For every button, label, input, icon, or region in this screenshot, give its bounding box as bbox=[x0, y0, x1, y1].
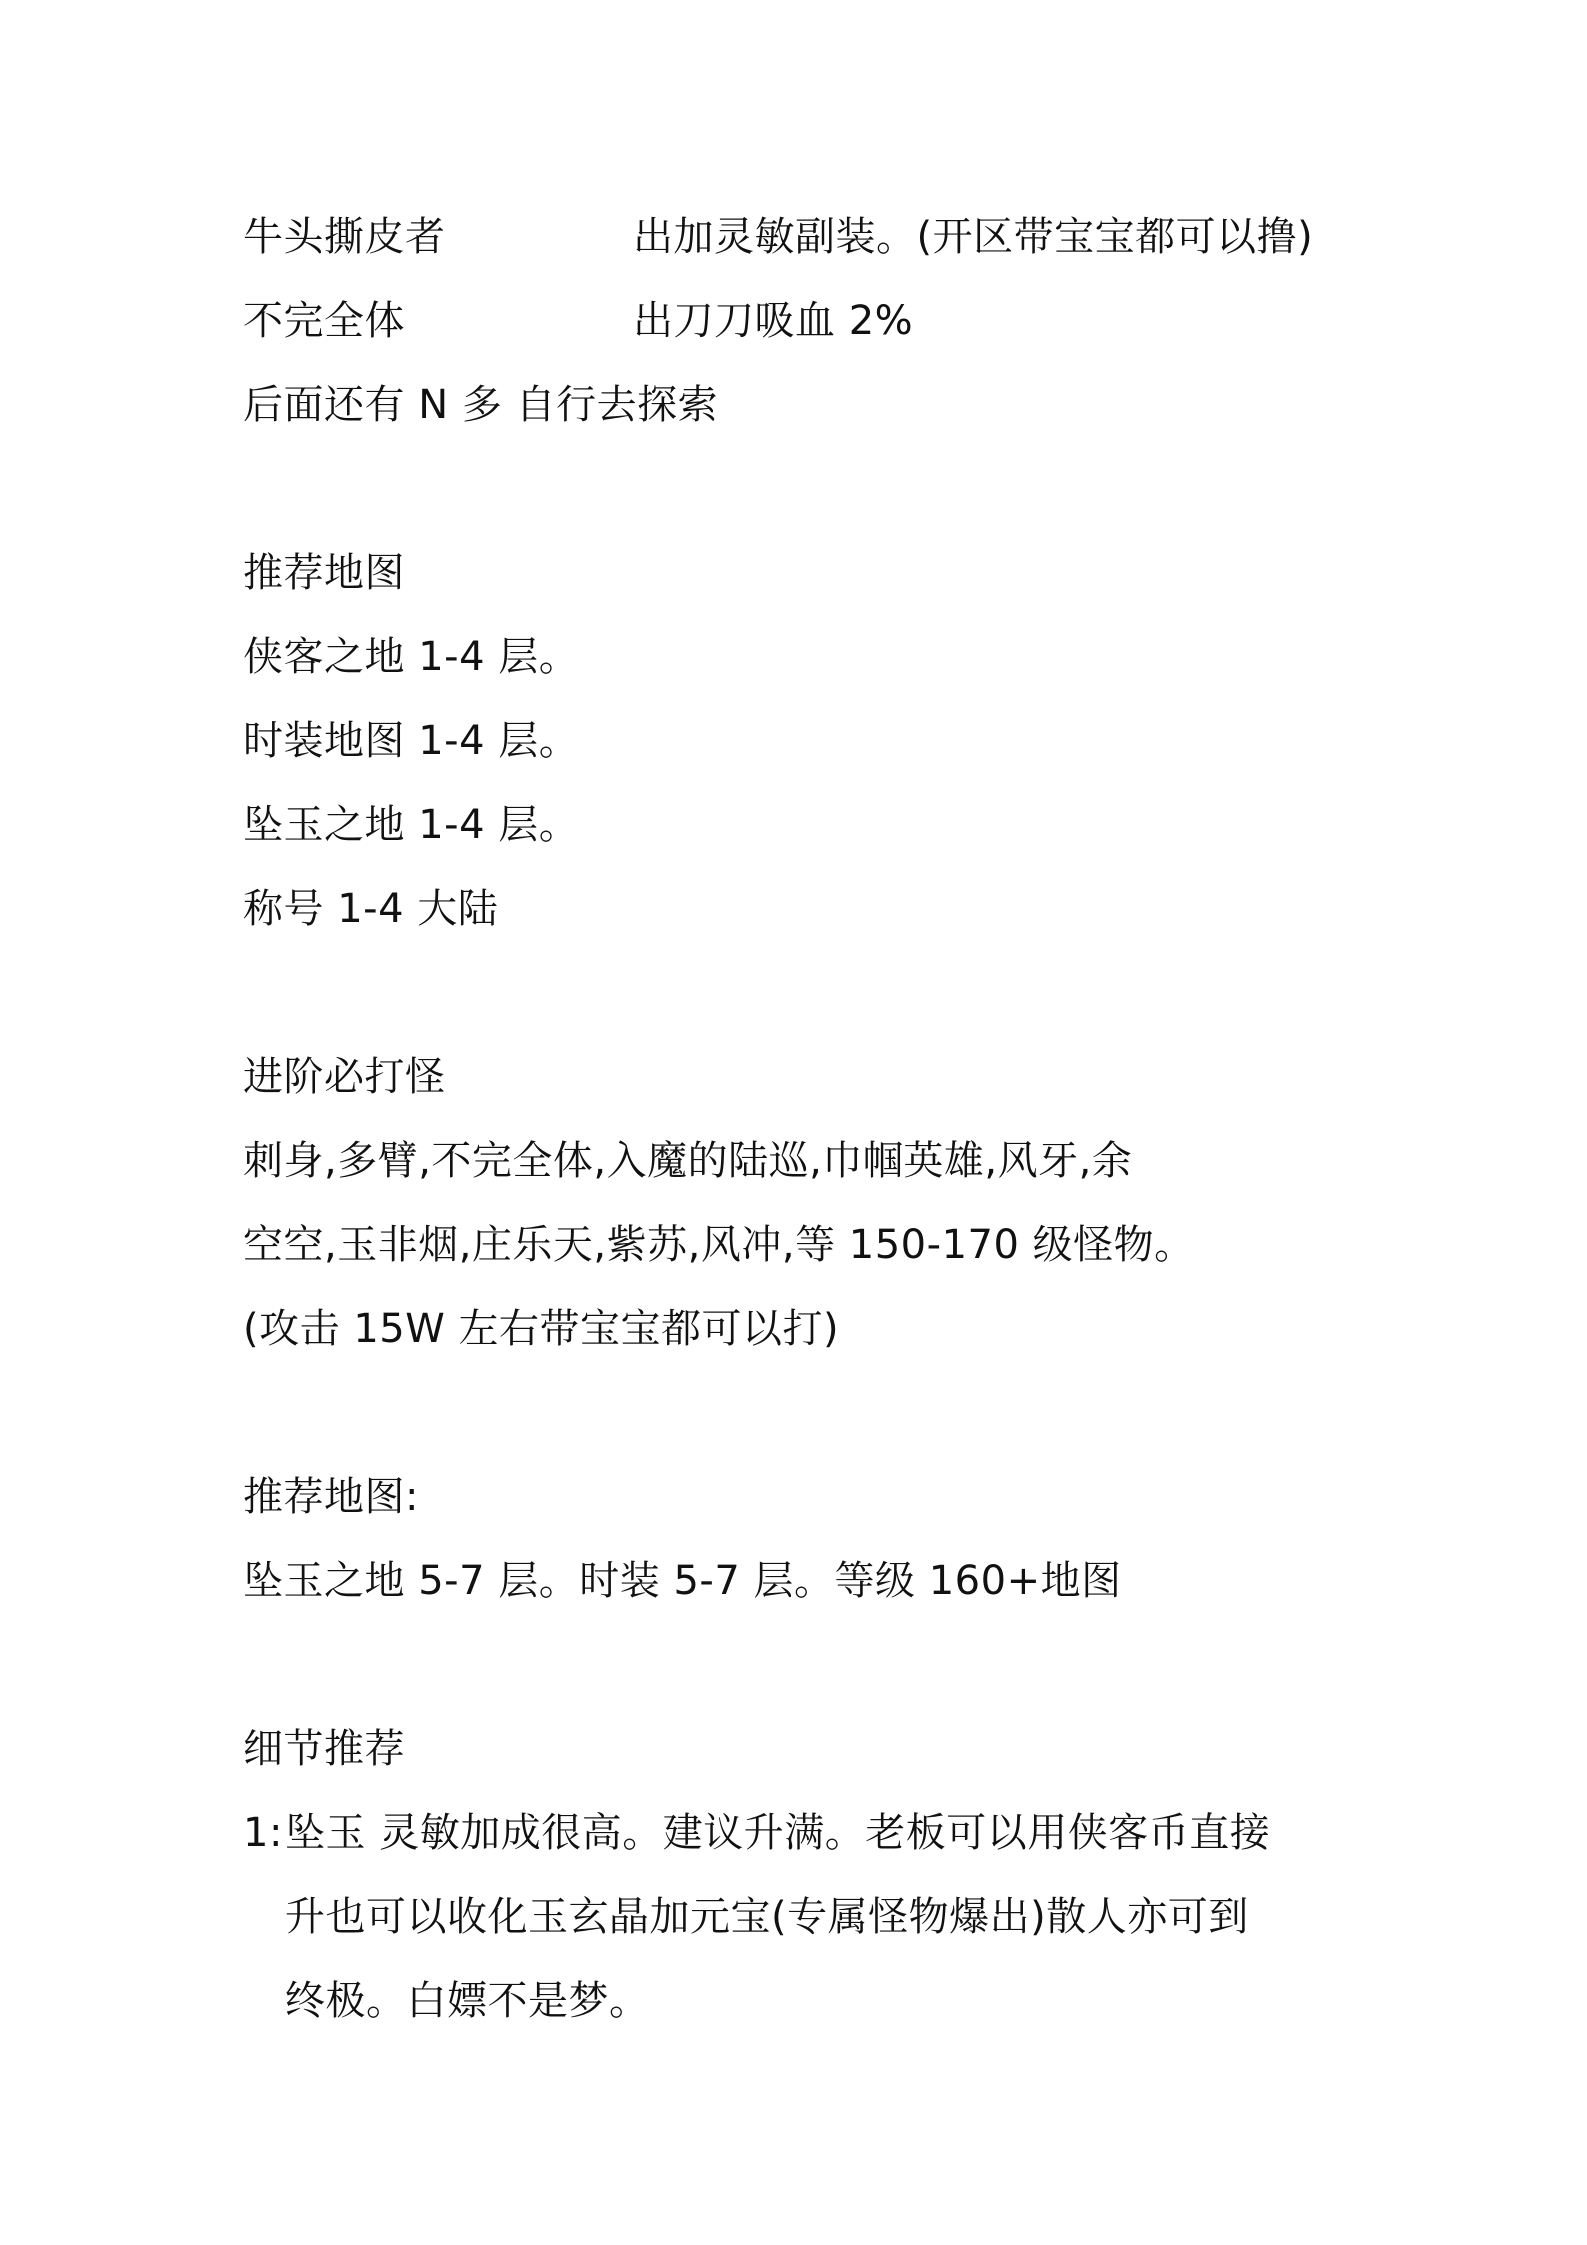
monster-drop: 出刀刀吸血 2% bbox=[633, 298, 914, 344]
section-heading: 推荐地图: bbox=[243, 1474, 419, 1520]
paragraph-gap bbox=[243, 951, 1353, 1035]
section-heading: 推荐地图 bbox=[243, 550, 405, 596]
map-item: 侠客之地 1-4 层。 bbox=[243, 634, 580, 680]
monster-drop: 出加灵敏副装。(开区带宝宝都可以撸) bbox=[633, 214, 1314, 260]
map-recommendation: 坠玉之地 5-7 层。时装 5-7 层。等级 160+地图 bbox=[243, 1558, 1122, 1604]
drops-more-note: 后面还有 N 多 自行去探索 bbox=[243, 382, 719, 428]
item-text-line: 坠玉 灵敏加成很高。建议升满。老板可以用侠客币直接 bbox=[285, 1810, 1271, 1856]
section-heading: 进阶必打怪 bbox=[243, 1054, 446, 1100]
monster-name: 不完全体 bbox=[243, 298, 405, 344]
numbered-item bbox=[243, 1791, 1353, 2043]
paragraph-gap bbox=[243, 1623, 1353, 1707]
item-number: 1: bbox=[243, 1810, 283, 1856]
paragraph-gap bbox=[243, 447, 1353, 531]
document-body bbox=[243, 195, 1353, 2043]
section-heading: 细节推荐 bbox=[243, 1726, 405, 1772]
monster-list-note: (攻击 15W 左右带宝宝都可以打) bbox=[243, 1306, 840, 1352]
item-text-line: 升也可以收化玉玄晶加元宝(专属怪物爆出)散人亦可到 bbox=[285, 1894, 1249, 1940]
item-text-line: 终极。白嫖不是梦。 bbox=[285, 1978, 650, 2024]
drop-row bbox=[243, 279, 1353, 363]
map-item: 时装地图 1-4 层。 bbox=[243, 718, 580, 764]
drop-row bbox=[243, 195, 1353, 279]
monster-list-line: 空空,玉非烟,庄乐天,紫苏,风冲,等 150-170 级怪物。 bbox=[243, 1222, 1195, 1268]
map-item: 坠玉之地 1-4 层。 bbox=[243, 802, 580, 848]
monster-list-line: 刺身,多臂,不完全体,入魔的陆巡,巾帼英雄,风牙,余 bbox=[243, 1138, 1133, 1184]
map-item: 称号 1-4 大陆 bbox=[243, 886, 499, 932]
monster-name: 牛头撕皮者 bbox=[243, 214, 446, 260]
paragraph-gap bbox=[243, 1371, 1353, 1455]
